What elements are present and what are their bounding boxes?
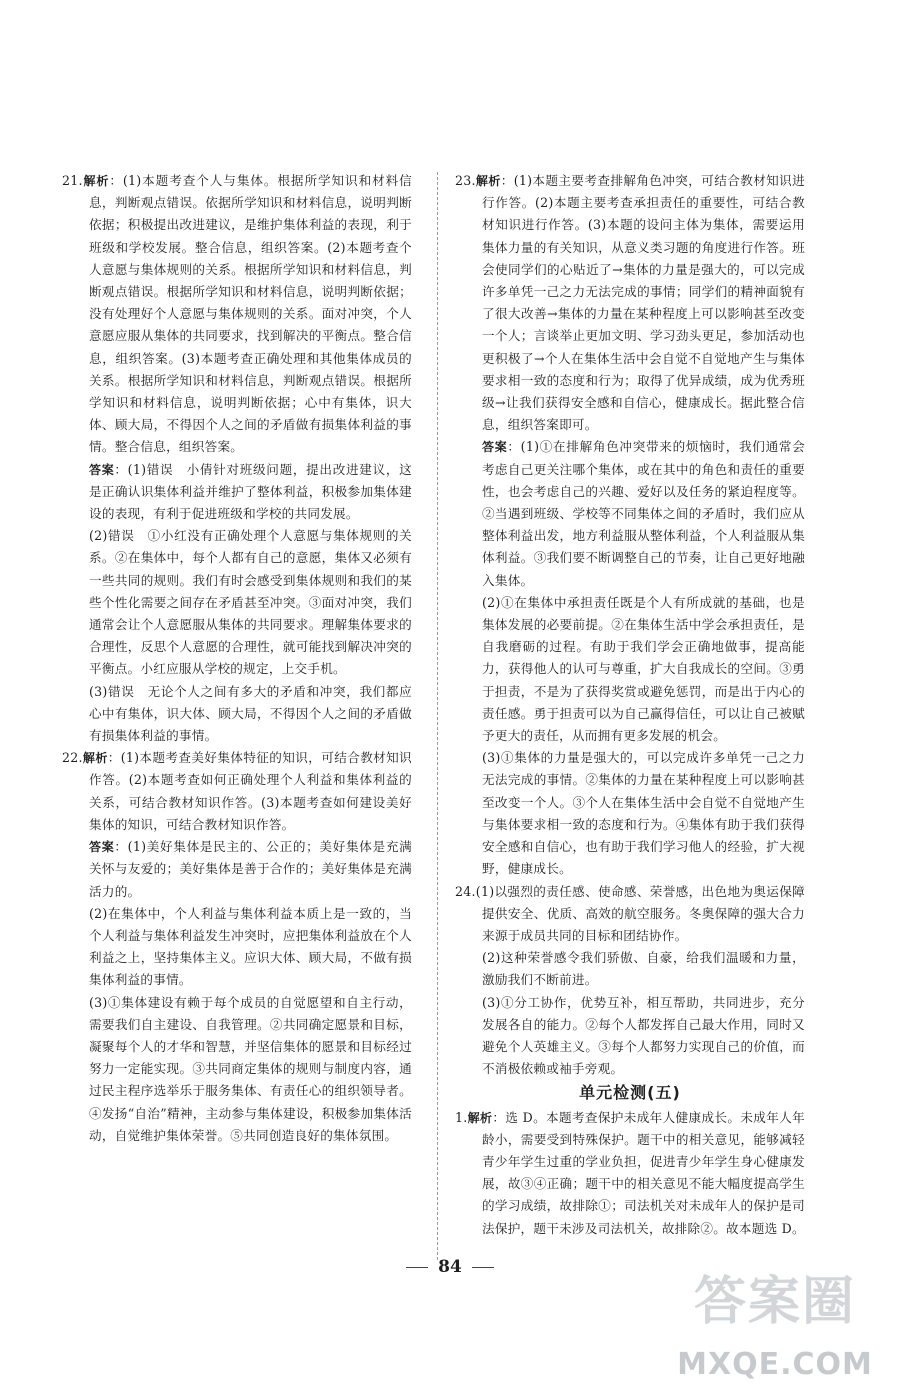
q23-answer-1: [455, 436, 805, 591]
column-divider: [437, 172, 438, 1260]
q23-analysis-text: ：(1)本题主要考查排解角色冲突，可结合教材知识进行作答。(2)本题主要考查承担责任的重要性，可结合教材知识进行作答。(3)本题的设问主体为集体，需要运用集体力量的有关知识，从意义类习题的角度进行作答。班会使同学们的心贴近了→集体的力量是强大的，可以完成许多单凭一己之力无法完成的事情；同学们的精神面貌有了很大改善→集体的力量在某种程度上可以影响甚至改变一个人；言谈举止更加文明、学习劲头更足，参加活动也更积极了→个人在集体生活中会自觉不自觉地产生与集体要求相一致的态度和行为；取得了优异成绩，成为优秀班级→让我们获得安全感和自信心，健康成长。据此整合信息，组织答案即可。: [482, 173, 805, 433]
question-23: [455, 170, 805, 881]
page-number: 84: [438, 1257, 462, 1277]
q23-number: 23.: [455, 173, 476, 188]
q21-number: 21.: [62, 173, 83, 188]
q22-number: 22.: [62, 750, 83, 766]
q21-answer-1: [62, 459, 412, 526]
question-21: [62, 170, 412, 747]
site-watermark: [670, 1270, 880, 1382]
q21-answer-2: (2)错误 ①小红没有正确处理个人意愿与集体规则的关系。②在集体中，每个人都有自己的意愿，集体又必须有一些共同的规则。我们有时会感受到集体规则和我们的某些个性化需要之间存在矛盾甚至冲突。③面对冲突，我们通常会让个人意愿服从集体的共同要求。理解集体要求的合理性，反思个人意愿的合理性，就可能找到解决冲突的平衡点。小红应服从学校的规定，上交手机。: [89, 528, 412, 677]
q22-answer-1: [62, 836, 412, 903]
q24-part-1-text: (1)以强烈的责任感、使命感、荣誉感，出色地为奥运保障提供安全、优质、高效的航空服务。冬奥保障的强大合力来源于成员共同的目标和团结协作。: [475, 883, 805, 943]
watermark-site-text: MXQE.COM: [677, 1347, 873, 1382]
q23-analysis: [455, 170, 805, 436]
q24-part-3: (3)①分工协作，优势互补，相互帮助，共同进步，充分发展各自的能力。②每个人都发挥自己最大作用，同时又避免个人英雄主义。③每个人都努力实现自己的价值，而不消极依赖或袖手旁观。: [482, 994, 805, 1077]
unit-q1-analysis-text: ：选 D。本题考查保护未成年人健康成长。未成年人年龄小，需要受到特殊保护。题干中的相关意见，能够减轻青少年学生过重的学业负担，促进青少年学生身心健康发展，故③④正确；题干中的相关意见不能大幅度提高学生的学习成绩，故排除①；司法机关对未成年人的保护是司法保护，题干未涉及司法机关，故排除②。故本题选 D。: [482, 1109, 805, 1236]
q21-analysis-label: 解析: [82, 174, 110, 188]
q22-answer-1-text: ：(1)美好集体是民主的、公正的；美好集体是充满关怀与友爱的；美好集体是善于合作的；美好集体是充满活力的。: [89, 839, 412, 899]
left-column: [62, 170, 412, 1147]
q21-analysis-text: ：(1)本题考查个人与集体。根据所学知识和材料信息，判断观点错误。依据所学知识和材料信息，说明判断依据；积极提出改进建议，是维护集体利益的表现，利于班级和学校发展。整合信息，组织答案。(2)本题考查个人意愿与集体规则的关系。根据所学知识和材料信息，判断观点错误。根据所学知识和材料信息，说明判断依据；没有处理好个人意愿与集体规则的关系。面对冲突，个人意愿应服从集体的共同要求，找到解决的平衡点。整合信息，组织答案。(3)本题考查正确处理和其他集体成员的关系。根据所学知识和材料信息，判断观点错误。根据所学知识和材料信息，说明判断依据；心中有集体，识大体、顾大局，不得因个人之间的矛盾做有损集体利益的事情。整合信息，组织答案。: [89, 173, 412, 455]
question-22: [62, 747, 412, 1147]
q22-analysis-label: 解析: [82, 751, 108, 766]
watermark-logo: 答案圈: [693, 1272, 856, 1332]
q23-analysis-label: 解析: [475, 174, 501, 188]
unit-question-1: [455, 1107, 805, 1240]
section-title: 单元检测(五): [579, 1083, 681, 1103]
q21-answer-1-text: ：(1)错误 小倩针对班级问题，提出改进建议，这是正确认识集体利益并维护了整体利益，积极参加集体建设的表现，有利于促进班级和学校的共同发展。: [89, 461, 412, 522]
unit-q1-analysis: [455, 1107, 805, 1240]
q22-answer-3: (3)①集体建设有赖于每个成员的自觉愿望和自主行动，需要我们自主建设、自我管理。②共同确定愿景和目标，凝聚每个人的才华和智慧，并坚信集体的愿景和目标经过努力一定能实现。③共同商定集体的规则与制度内容，通过民主程序选举乐于服务集体、有责任心的组织领导者。④发扬“自治”精神，主动参与集体建设，积极参加集体活动，自觉维护集体荣誉。⑤共同创造良好的集体氛围。: [89, 994, 412, 1143]
q23-answer-2: (2)①在集体中承担责任既是个人有所成就的基础，也是集体发展的必要前提。②在集体生活中学会承担责任，是自我磨砺的过程。有助于我们学会正确地做事，提高能力，获得他人的认可与尊重，扩大自我成长的空间。③勇于担责，不是为了获得奖赏或避免惩罚，而是出于内心的责任感。勇于担责可以为自己赢得信任，可以让自己被赋予更大的责任，从而拥有更多发展的机会。: [482, 594, 805, 744]
q24-part-1: [455, 881, 805, 948]
question-24: [455, 881, 805, 1081]
footer-right-dash: [472, 1267, 494, 1268]
q23-answer-label: 答案: [482, 440, 508, 455]
q22-answer-label: 答案: [89, 840, 115, 855]
footer-left-dash: [406, 1267, 428, 1268]
unit-q1-number: 1.: [455, 1109, 468, 1125]
q21-answer-label: 答案: [89, 462, 115, 477]
q24-part-2: (2)这种荣誉感令我们骄傲、自豪，给我们温暖和力量，激励我们不断前进。: [482, 950, 805, 988]
right-column: [455, 170, 805, 1240]
unit-q1-analysis-label: 解析: [467, 1110, 493, 1125]
q23-answer-1-text: ：(1)①在排解角色冲突带来的烦恼时，我们通常会考虑自己更关注哪个集体，或在其中的角色和责任的重要性，也会考虑自己的兴趣、爱好以及任务的紧迫程度等。②当遇到班级、学校等不同集体之间的矛盾时，我们应从整体利益出发，地方利益服从整体利益，个人利益服从集体利益。③我们要不断调整自己的节奏，让自己更好地融入集体。: [482, 439, 805, 588]
q21-answer-3: (3)错误 无论个人之间有多大的矛盾和冲突，我们都应心中有集体，识大体、顾大局，不得因个人之间的矛盾做有损集体利益的事情。: [89, 683, 412, 744]
q21-analysis: [62, 170, 412, 459]
q22-analysis: [62, 747, 412, 836]
q22-answer-2: (2)在集体中，个人利益与集体利益本质上是一致的，当个人利益与集体利益发生冲突时，应把集体利益放在个人利益之上，坚持集体主义。应识大体、顾大局，不做有损集体利益的事情。: [89, 905, 412, 988]
q22-analysis-text: ：(1)本题考查美好集体特征的知识，可结合教材知识作答。(2)本题考查如何正确处理个人利益和集体利益的关系，可结合教材知识作答。(3)本题考查如何建设美好集体的知识，可结合教材知识作答。: [89, 750, 412, 832]
q23-answer-3: (3)①集体的力量是强大的，可以完成许多单凭一己之力无法完成的事情。②集体的力量在某种程度上可以影响甚至改变一个人。③个人在集体生活中会自觉不自觉地产生与集体要求相一致的态度和行为。④集体有助于我们获得安全感和自信心，也有助于我们学习他人的经验，扩大视野，健康成长。: [482, 750, 805, 877]
q24-number: 24.: [455, 883, 476, 899]
